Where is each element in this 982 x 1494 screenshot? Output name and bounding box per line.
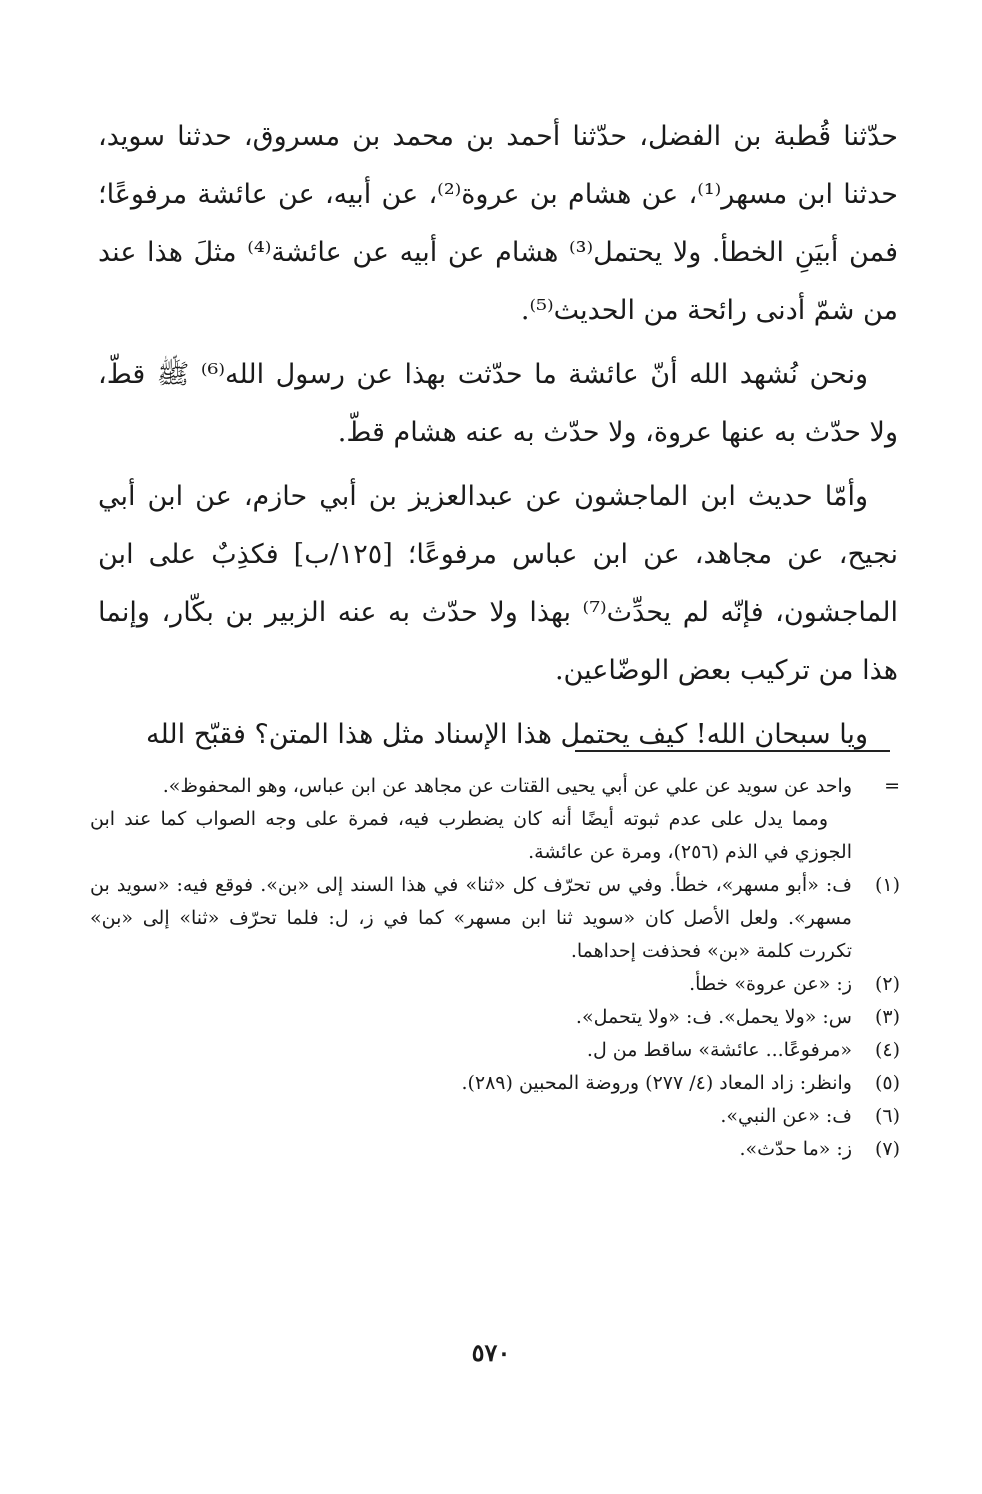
footnote-number: (٧): [874, 1138, 900, 1160]
footnote-3: [90, 1001, 900, 1034]
footnote-text: ف: «أبو مسهر»، خطأ. وفي س تحرّف كل «ثنا» في هذا السند إلى «بن». فوقع فيه: «سويد بن مسهر». ولعل الأصل كان «سويد ثنا ابن مسهر» كما في ز، ل: فلما تحرّف «ثنا» إلى «بن» تكررت كلمة «بن» فحذفت إحداهما.: [90, 874, 852, 962]
page-number: ٥٧٠: [471, 1338, 511, 1367]
footnote-text: ز: «عن عروة» خطأ.: [689, 973, 852, 995]
footnote-text: وانظر: زاد المعاد (٤/ ٢٧٧) وروضة المحبين (٢٨٩).: [461, 1072, 852, 1094]
footnote-text: «مرفوعًا... عائشة» ساقط من ل.: [586, 1039, 852, 1061]
footnotes: [90, 770, 900, 1166]
continuation-mark: =: [884, 775, 900, 797]
footnote-text: ف: «عن النبي».: [720, 1105, 852, 1127]
footnote-number: (٦): [874, 1105, 900, 1127]
footnote-text: س: «ولا يحمل». ف: «ولا يتحمل».: [575, 1006, 852, 1028]
footnote-5: [90, 1067, 900, 1100]
footnote-4: [90, 1034, 900, 1067]
footnote-number: (٥): [874, 1072, 900, 1094]
paragraph-4: ويا سبحان الله! كيف يحتمل هذا الإسناد مثل هذا المتن؟ فقبّح الله: [146, 719, 868, 750]
footnote-7: [90, 1133, 900, 1166]
footnote-1: [90, 869, 900, 968]
main-text: [98, 108, 898, 770]
footnote-number: (٤): [874, 1039, 900, 1061]
paragraph-1: حدّثنا قُطبة بن الفضل، حدّثنا أحمد بن محمد بن مسروق، حدثنا سويد، حدثنا ابن مسهر⁽¹⁾، عن هشام بن عروة⁽²⁾، عن أبيه، عن عائشة مرفوعًا؛ فمن أبيَنِ الخطأ. ولا يحتمل⁽³⁾ هشام عن أبيه عن عائشة⁽⁴⁾ مثلَ هذا عند من شمّ أدنى رائحة من الحديث⁽⁵⁾.: [98, 121, 899, 326]
footnote-6: [90, 1100, 900, 1133]
footnote-continuation-text-2: ومما يدل على عدم ثبوته أيضًا أنه كان يضطرب فيه، فمرة على وجه الصواب كما عند ابن الجوزي في الذم (٢٥٦)، ومرة عن عائشة.: [90, 808, 852, 863]
footnote-number: (٣): [874, 1006, 900, 1028]
footnote-continuation: [90, 770, 900, 803]
footnote-continuation-text: واحد عن سويد عن علي عن أبي يحيى القتات عن مجاهد عن ابن عباس، وهو المحفوظ».: [162, 775, 852, 797]
footnote-2: [90, 968, 900, 1001]
footnote-number: (١): [874, 874, 900, 896]
footnote-separator: [575, 750, 890, 752]
footnote-number: (٢): [874, 973, 900, 995]
footnote-text: ز: «ما حدّث».: [739, 1138, 852, 1160]
footnote-continuation-2: [90, 803, 900, 869]
paragraph-2: ونحن نُشهد الله أنّ عائشة ما حدّثت بهذا عن رسول الله⁽⁶⁾ ﷺ قطّ، ولا حدّث به عنها عروة، ولا حدّث به عنه هشام قطّ.: [98, 359, 898, 448]
paragraph-3: وأمّا حديث ابن الماجشون عن عبدالعزيز بن أبي حازم، عن ابن أبي نجيح، عن مجاهد، عن ابن عباس مرفوعًا؛ [١٢٥/ب] فكذِبٌ على ابن الماجشون، فإنّه لم يحدِّث⁽⁷⁾ بهذا ولا حدّث به عنه الزبير بن بكّار، وإنما هذا من تركيب بعض الوضّاعين.: [98, 481, 899, 686]
